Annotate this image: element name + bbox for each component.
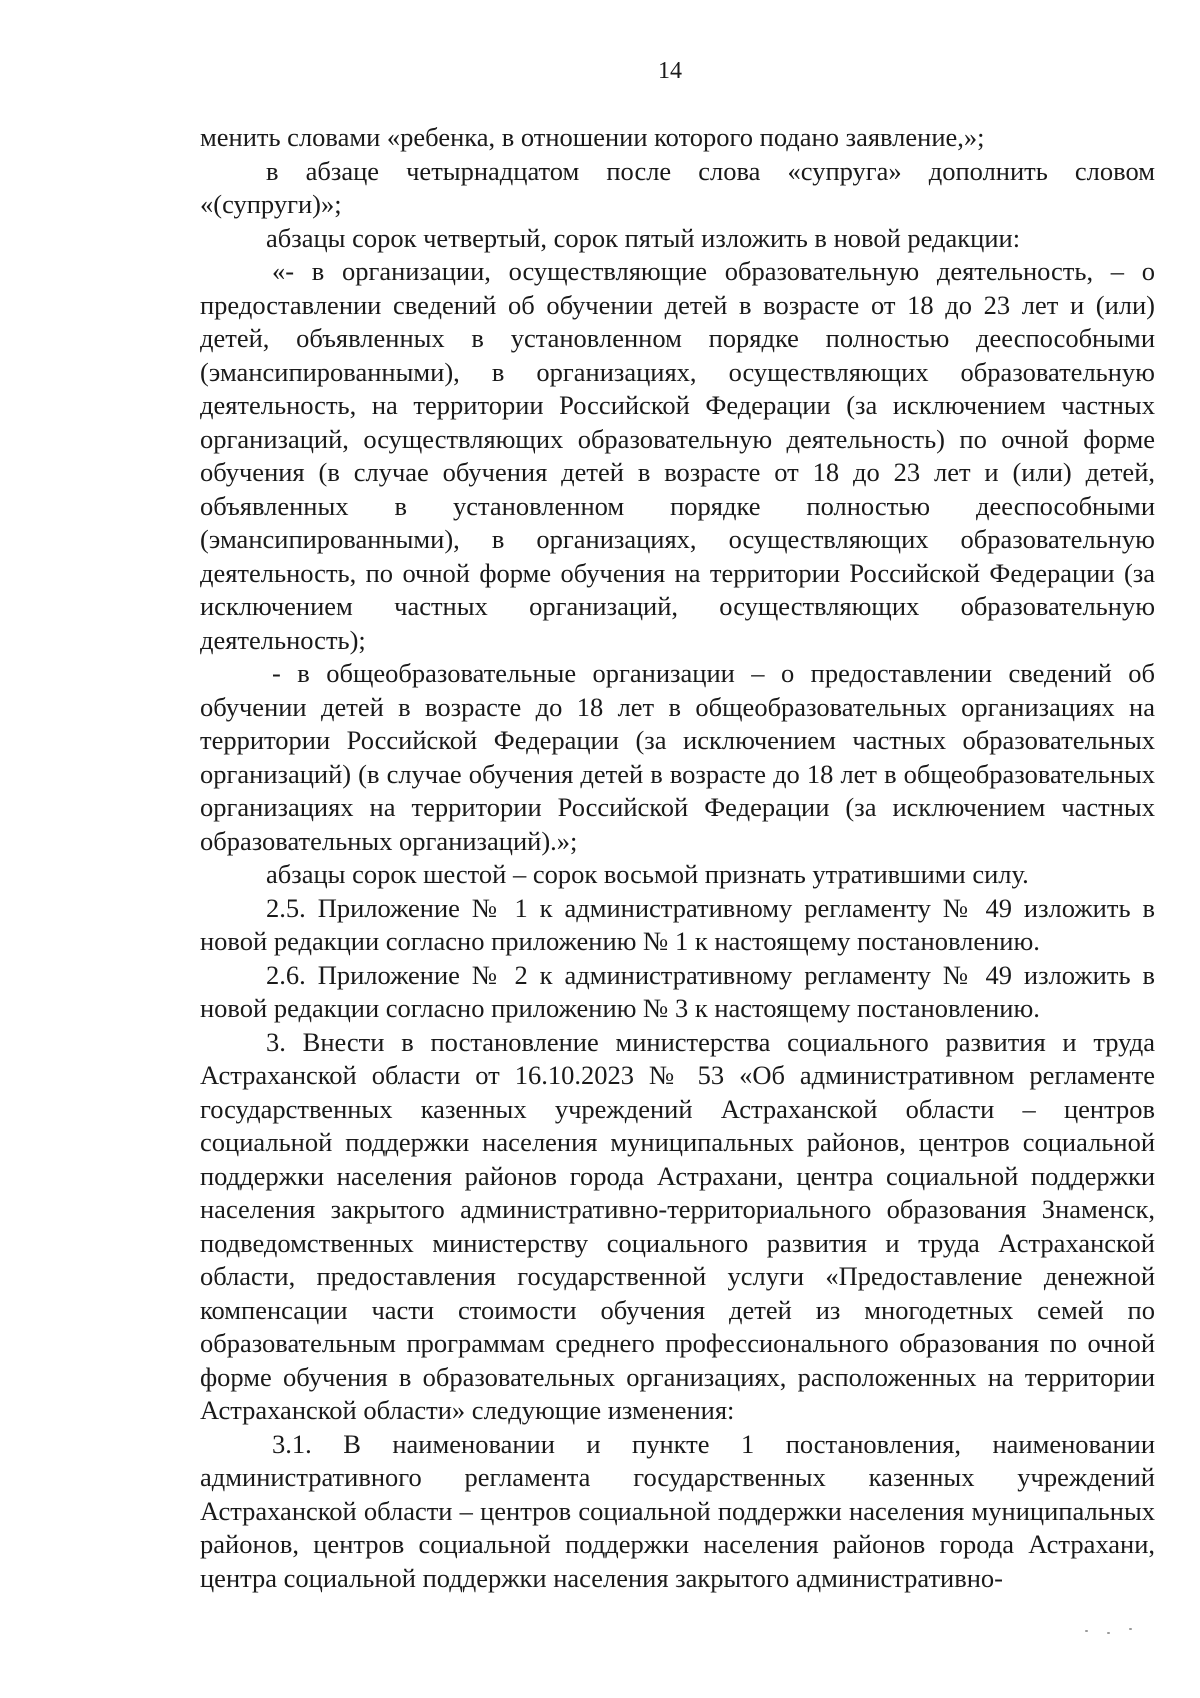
- paragraph-item-3: 3. Внести в постановление министерства социального развития и труда Астраханской области от 16.10.2023 № 53 «Об административном регламенте государственных казенных учреждений Астраханской области – центров социальной поддержки населения муниципальных районов, центров социальной поддержки населения районов города Астрахани, центра социальной поддержки населения закрытого административно-территориального образования Знаменск, подведомственных министерству социального развития и труда Астраханской области, предоставления государственной услуги «Предоставление денежной компенсации части стоимости обучения детей из многодетных семей по образовательным программам среднего профессионального образования по очной форме обучения в образовательных организациях, расположенных на территории Астраханской области» следующие изменения:: [200, 1026, 1155, 1425]
- paragraph-item-2-6: 2.6. Приложение № 2 к административному регламенту № 49 изложить в новой редакции согласно приложению № 3 к настоящему постановлению.: [200, 959, 1155, 1023]
- paragraph-item-3-1: 3.1. В наименовании и пункте 1 постановления, наименовании административного регламента государственных казенных учреждений Астраханской области – центров социальной поддержки населения муниципальных районов, центров социальной поддержки населения районов города Астрахани, центра социальной поддержки населения закрытого административно-: [200, 1428, 1155, 1593]
- paragraph-item-2-5: 2.5. Приложение № 1 к административному регламенту № 49 изложить в новой редакции согласно приложению № 1 к настоящему постановлению.: [200, 892, 1155, 956]
- paragraph-amendment-44-45: абзацы сорок четвертый, сорок пятый изложить в новой редакции:: [266, 222, 1021, 253]
- page-number: 14: [658, 58, 682, 84]
- paragraph-quote-schools: - в общеобразовательные организации – о предоставлении сведений об обучении детей в возрасте до 18 лет в общеобразовательных организациях на территории Российской Федерации (за исключением частных образовательных организаций) (в случае обучения детей в возрасте до 18 лет в общеобразовательных организациях на территории Российской Федерации (за исключением частных образовательных организаций).»;: [200, 658, 1155, 856]
- document-body: [200, 121, 1155, 1595]
- paragraph-quote-organizations: «- в организации, осуществляющие образовательную деятельность, – о предоставлении сведений об обучении детей в возрасте от 18 до 23 лет и (или) детей, объявленных в установленном порядке полностью дееспособными (эмансипированными), в организациях, осуществляющих образовательную деятельность, на территории Российской Федерации (за исключением частных организаций, осуществляющих образовательную деятельность) по очной форме обучения (в случае обучения детей в возрасте от 18 до 23 лет и (или) детей, объявленных в установленном порядке полностью дееспособными (эмансипированными), в организациях, осуществляющих образовательную деятельность, по очной форме обучения на территории Российской Федерации (за исключением частных организаций, осуществляющих образовательную деятельность);: [200, 256, 1155, 655]
- paragraph-amendment-14: в абзаце четырнадцатом после слова «супруга» дополнить словом «(супруги)»;: [200, 155, 1155, 219]
- paragraph-continuation: менить словами «ребенка, в отношении которого подано заявление,»;: [200, 122, 985, 152]
- scan-specks: [1085, 1628, 1145, 1634]
- paragraph-repeal-46-48: абзацы сорок шестой – сорок восьмой признать утратившими силу.: [266, 859, 1029, 889]
